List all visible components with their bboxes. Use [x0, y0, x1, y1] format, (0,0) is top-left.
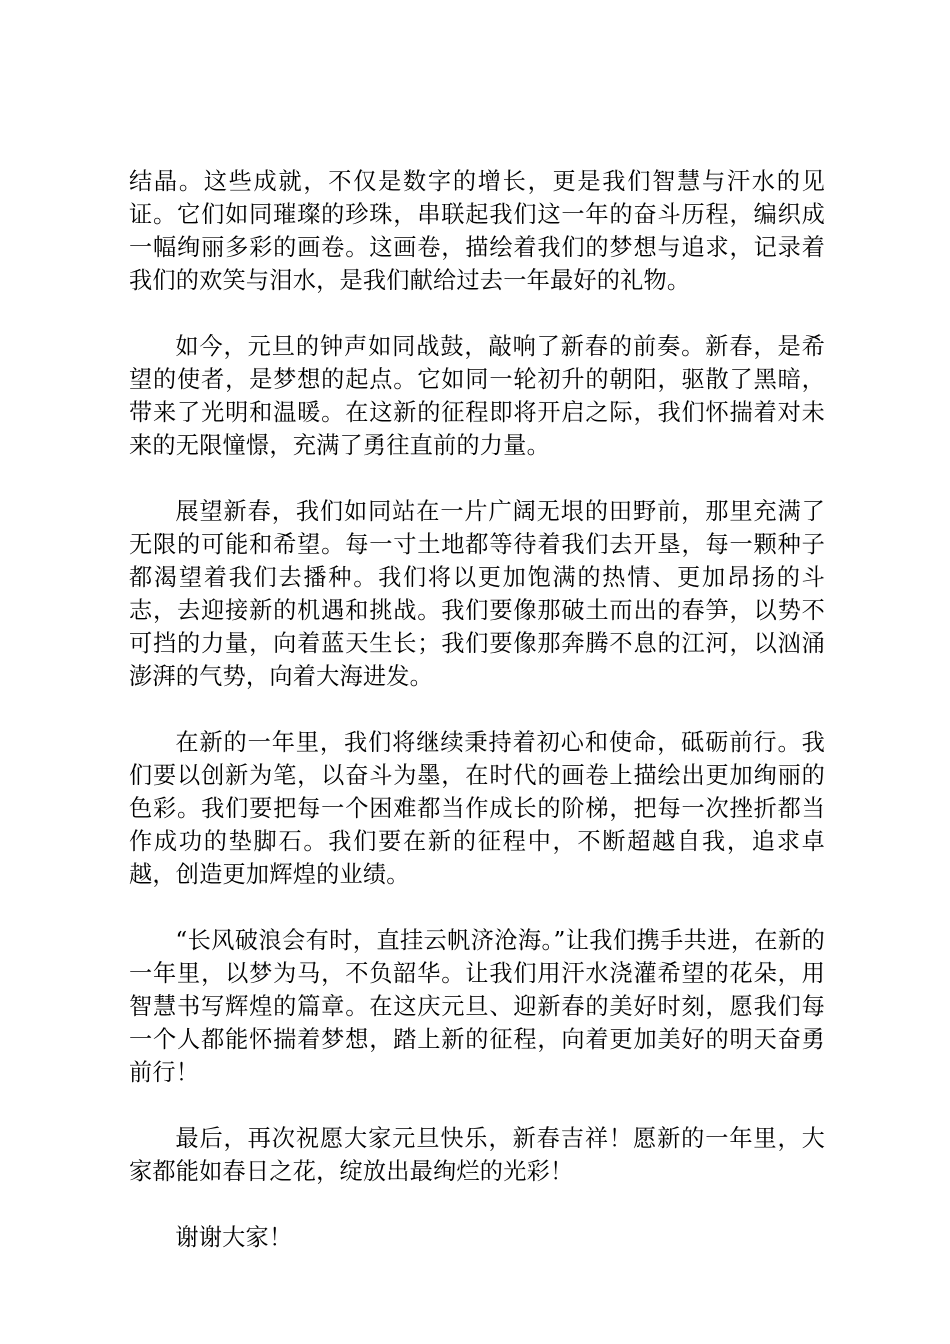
paragraph-4: 在新的一年里，我们将继续秉持着初心和使命，砥砺前行。我们要以创新为笔，以奋斗为墨，在时代的画卷上描绘出更加绚丽的色彩。我们要把每一个困难都当作成长的阶梯，把每一次挫折都当作成功的垫脚石。我们要在新的征程中，不断超越自我，追求卓越，创造更加辉煌的业绩。 [129, 729, 825, 888]
paragraph-2: 如今，元旦的钟声如同战鼓，敲响了新春的前奏。新春，是希望的使者，是梦想的起点。它如同一轮初升的朝阳，驱散了黑暗，带来了光明和温暖。在这新的征程即将开启之际，我们怀揣着对未来的无限憧憬，充满了勇往直前的力量。 [129, 333, 825, 459]
paragraph-6: 最后，再次祝愿大家元旦快乐，新春吉祥！愿新的一年里，大家都能如春日之花，绽放出最绚烂的光彩！ [129, 1125, 825, 1185]
document-body [129, 165, 825, 1287]
paragraph-1: 结晶。这些成就，不仅是数字的增长，更是我们智慧与汗水的见证。它们如同璀璨的珍珠，串联起我们这一年的奋斗历程，编织成一幅绚丽多彩的画卷。这画卷，描绘着我们的梦想与追求，记录着我们的欢笑与泪水，是我们献给过去一年最好的礼物。 [129, 168, 825, 294]
paragraph-5: “长风破浪会有时，直挂云帆济沧海。”让我们携手共进，在新的一年里，以梦为马，不负韶华。让我们用汗水浇灌希望的花朵，用智慧书写辉煌的篇章。在这庆元旦、迎新春的美好时刻，愿我们每一个人都能怀揣着梦想，踏上新的征程，向着更加美好的明天奋勇前行！ [129, 927, 825, 1086]
closing-line: 谢谢大家！ [175, 1224, 293, 1251]
paragraph-3: 展望新春，我们如同站在一片广阔无垠的田野前，那里充满了无限的可能和希望。每一寸土地都等待着我们去开垦，每一颗种子都渴望着我们去播种。我们将以更加饱满的热情、更加昂扬的斗志，去迎接新的机遇和挑战。我们要像那破土而出的春笋，以势不可挡的力量，向着蓝天生长；我们要像那奔腾不息的江河，以汹涌澎湃的气势，向着大海进发。 [129, 498, 825, 690]
